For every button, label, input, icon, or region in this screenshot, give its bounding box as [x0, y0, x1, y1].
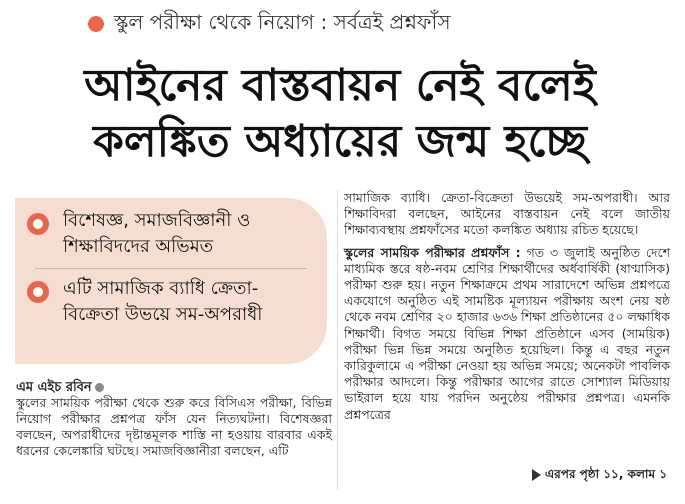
byline-author: এম এইচ রবিন	[16, 380, 92, 395]
headline	[10, 58, 670, 170]
right-column-para-2-text: গত ৩ জুলাই অনুষ্ঠিত দেশে মাধ্যমিক স্তরে ষষ্ঠ-নবম শ্রেণির শিক্ষার্থীদের অর্ধবার্ষিকী (ষাণ্মাসিক) পরীক্ষা শুরু হয়। নতুন শিক্ষাক্রমে প্রথম সারাদেশে অভিন্ন প্রশ্নপত্রে একযোগে অনুষ্ঠিত এই সামষ্টিক মূল্যায়ন পরীক্ষায় অংশ নেয় ষষ্ঠ থেকে নবম শ্রেণির ২০ হাজার ৬৩৬ শিক্ষা প্রতিষ্ঠানের ৫০ লক্ষাধিক শিক্ষার্থী। বিগত সময়ে বিভিন্ন শিক্ষা প্রতিষ্ঠানে এসব (সাময়িক) পরীক্ষা ভিন্ন ভিন্ন সময়ে অনুষ্ঠিত হয়েছিল। কিন্তু এ বছর নতুন কারিকুলামে এ পরীক্ষা নেওয়া হয় অভিন্ন সময়ে; অনেকটা পাবলিক পরীক্ষার আদলে। কিন্তু পরীক্ষার আগের রাতে সোশ্যাল মিডিয়ায় ভাইরাল হয়ে যায় পরদিন অনুষ্ঠেয় পরীক্ষার প্রশ্নপত্র। এমনকি প্রশ্নপত্রের	[344, 244, 670, 422]
kicker-text: স্কুল পরীক্ষা থেকে নিয়োগ : সর্বত্রই প্রশ্নফাঁস	[114, 9, 451, 34]
right-column	[344, 190, 670, 423]
bullet-icon	[27, 213, 49, 235]
column-divider	[337, 190, 338, 490]
byline-dot-icon	[95, 383, 104, 392]
pull-quote-1	[15, 208, 313, 260]
headline-line-1: আইনের বাস্তবায়ন নেই বলেই	[84, 60, 596, 111]
pull-quote-1-text: বিশেষজ্ঞ, সমাজবিজ্ঞানী ও শিক্ষাবিদদের অভিমত	[63, 210, 251, 257]
kicker-dot-icon	[88, 16, 104, 32]
continuation-note[interactable]	[532, 466, 667, 486]
right-column-para-2	[344, 245, 670, 423]
headline-line-2: কলঙ্কিত অধ্যায়ের জন্ম হচ্ছে	[93, 116, 587, 167]
right-column-para-1: সামাজিক ব্যাধি। ক্রেতা-বিক্রেতা উভয়েই সম-অপরাধী। আর শিক্ষাবিদরা বলছেন, আইনের বাস্তবায়ন নেই বলে জাতীয় শিক্ষাব্যবস্থায় প্রশ্নফাঁসের মতো কলঙ্কিত অধ্যায় রচিত হয়েছে।	[344, 190, 670, 238]
bullet-icon	[27, 281, 49, 303]
kicker	[88, 10, 451, 38]
continuation-text: এরপর পৃষ্ঠা ১১, কলাম ১	[544, 467, 667, 481]
left-column-text: স্কুলের সাময়িক পরীক্ষা থেকে শুরু করে বিসিএস পরীক্ষা, বিভিন্ন নিয়োগ পরীক্ষার প্রশ্নপত্র ফাঁস যেন নিত্যঘটনা। বিশেষজ্ঞরা বলছেন, অপরাধীদের দৃষ্টান্তমূলক শাস্তি না হওয়ায় বারবার একই ধরনের কেলেঙ্কারি ঘটছে। সমাজবিজ্ঞানীরা বলছেন, এটি	[16, 395, 332, 458]
continue-arrow-icon	[532, 469, 541, 481]
pull-quote-divider	[35, 268, 307, 269]
pull-quote-2	[15, 276, 313, 328]
pull-quote-panel	[15, 198, 327, 364]
section-subhead: স্কুলের সাময়িক পরীক্ষার প্রশ্নফাঁস :	[344, 244, 521, 260]
pull-quote-2-text: এটি সামাজিক ব্যাধি ক্রেতা-বিক্রেতা উভয়ে সম-অপরাধী	[63, 278, 263, 325]
